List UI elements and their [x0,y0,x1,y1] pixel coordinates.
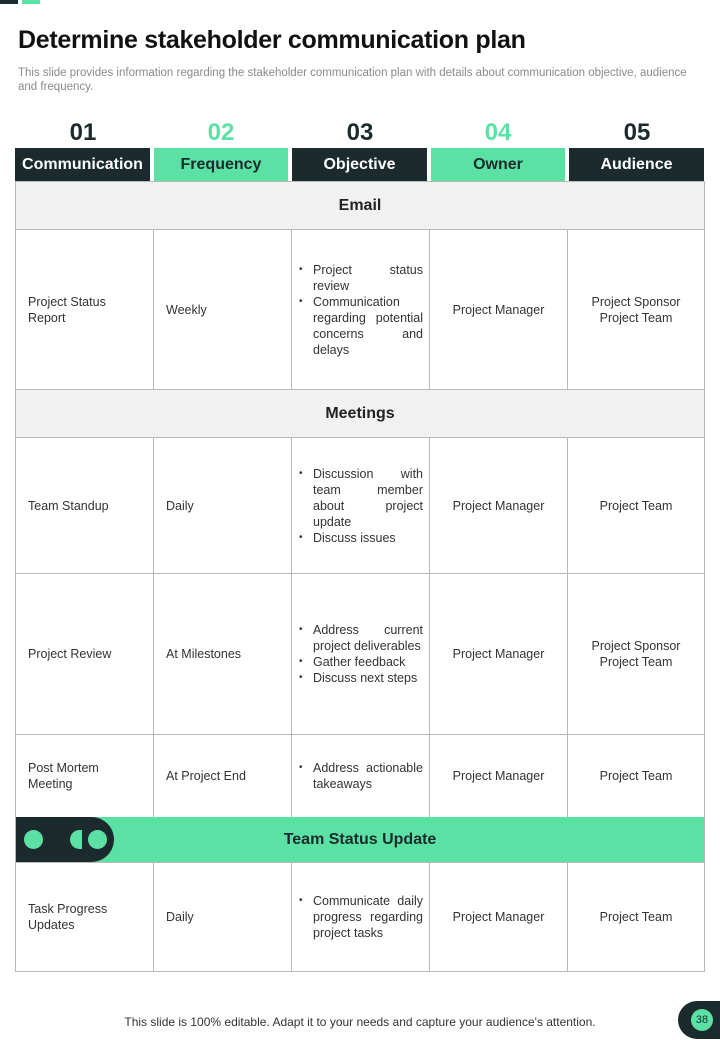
objective-item: • Address actionable takeaways [298,760,423,792]
pill-dot-icon [88,830,107,849]
objective-list [298,760,423,792]
cell-audience [568,863,704,971]
cell-communication: Task Progress Updates [16,863,154,971]
cell-frequency: At Project End [154,735,292,817]
cell-audience [568,230,704,389]
cell-frequency: Weekly [154,230,292,389]
cell-owner: Project Manager [430,230,568,389]
audience-item: Project Team [599,910,673,924]
page-number-badge [678,1001,720,1039]
cell-frequency: Daily [154,863,292,971]
column-number-3: 03 [346,119,374,146]
cell-owner: Project Manager [430,863,568,971]
page-number: 38 [691,1009,713,1031]
cell-owner: Project Manager [430,574,568,734]
objective-list [298,466,423,546]
cell-owner: Project Manager [430,438,568,573]
cell-communication: Post Mortem Meeting [16,735,154,817]
table-row [16,862,704,971]
column-number-5: 05 [623,119,651,146]
cell-frequency: Daily [154,438,292,573]
accent-dark-block [0,0,18,4]
cell-communication: Team Standup [16,438,154,573]
section-pill-decoration [16,817,114,862]
audience-item: Project Team [599,498,673,513]
column-header-objective: Objective [292,148,427,181]
cell-objective [292,735,430,817]
cell-frequency: At Milestones [154,574,292,734]
objective-item: • Discussion with team member about project update [298,466,423,530]
table-row [16,230,704,390]
footer-note: This slide is 100% editable. Adapt it to your needs and capture your audience's attention. [124,1015,596,1029]
objective-list [298,622,423,686]
section-meetings: Meetings [16,390,704,438]
audience-item: Project Sponsor [591,639,681,653]
column-number-4: 04 [484,119,512,146]
objective-item: • Discuss issues [298,530,423,546]
column-header-frequency: Frequency [154,148,288,181]
table-row [16,574,704,735]
cell-communication: Project Status Report [16,230,154,389]
audience-item: Project Team [599,655,673,669]
objective-item: • Discuss next steps [298,670,423,686]
objective-list [298,262,423,358]
column-header-communication: Communication [15,148,150,181]
objective-item: • Communicate daily progress regarding project tasks [298,893,423,941]
accent-green-block [22,0,40,4]
column-number-2: 02 [207,119,235,146]
pill-half-dot-icon [70,830,82,849]
column-header-owner: Owner [431,148,565,181]
cell-owner: Project Manager [430,735,568,817]
section-email: Email [16,182,704,230]
section-team-status-update: Team Status Update [16,817,704,862]
audience-item: Project Team [599,310,673,325]
table-row [16,735,704,817]
objective-item: • Address current project deliverables [298,622,423,654]
cell-audience [568,735,704,817]
objective-item: • Gather feedback [298,654,423,670]
column-number-1: 01 [69,119,97,146]
cell-objective [292,574,430,734]
audience-item: Project Sponsor [591,294,681,309]
page-subtitle: This slide provides information regarding the stakeholder communication plan with details about communication objective, audience and frequency. [18,67,687,93]
column-header-audience: Audience [569,148,704,181]
objective-item: • Communication regarding potential concerns and delays [298,294,423,358]
cell-audience [568,438,704,573]
cell-audience [568,574,704,734]
cell-objective [292,438,430,573]
page-title: Determine stakeholder communication plan [18,26,526,54]
cell-objective [292,863,430,971]
cell-communication: Project Review [16,574,154,734]
objective-item: • Project status review [298,262,423,294]
audience-item: Project Team [599,769,673,783]
cell-objective [292,230,430,389]
pill-dot-icon [24,830,43,849]
table-row [16,438,704,574]
objective-list [298,893,423,941]
